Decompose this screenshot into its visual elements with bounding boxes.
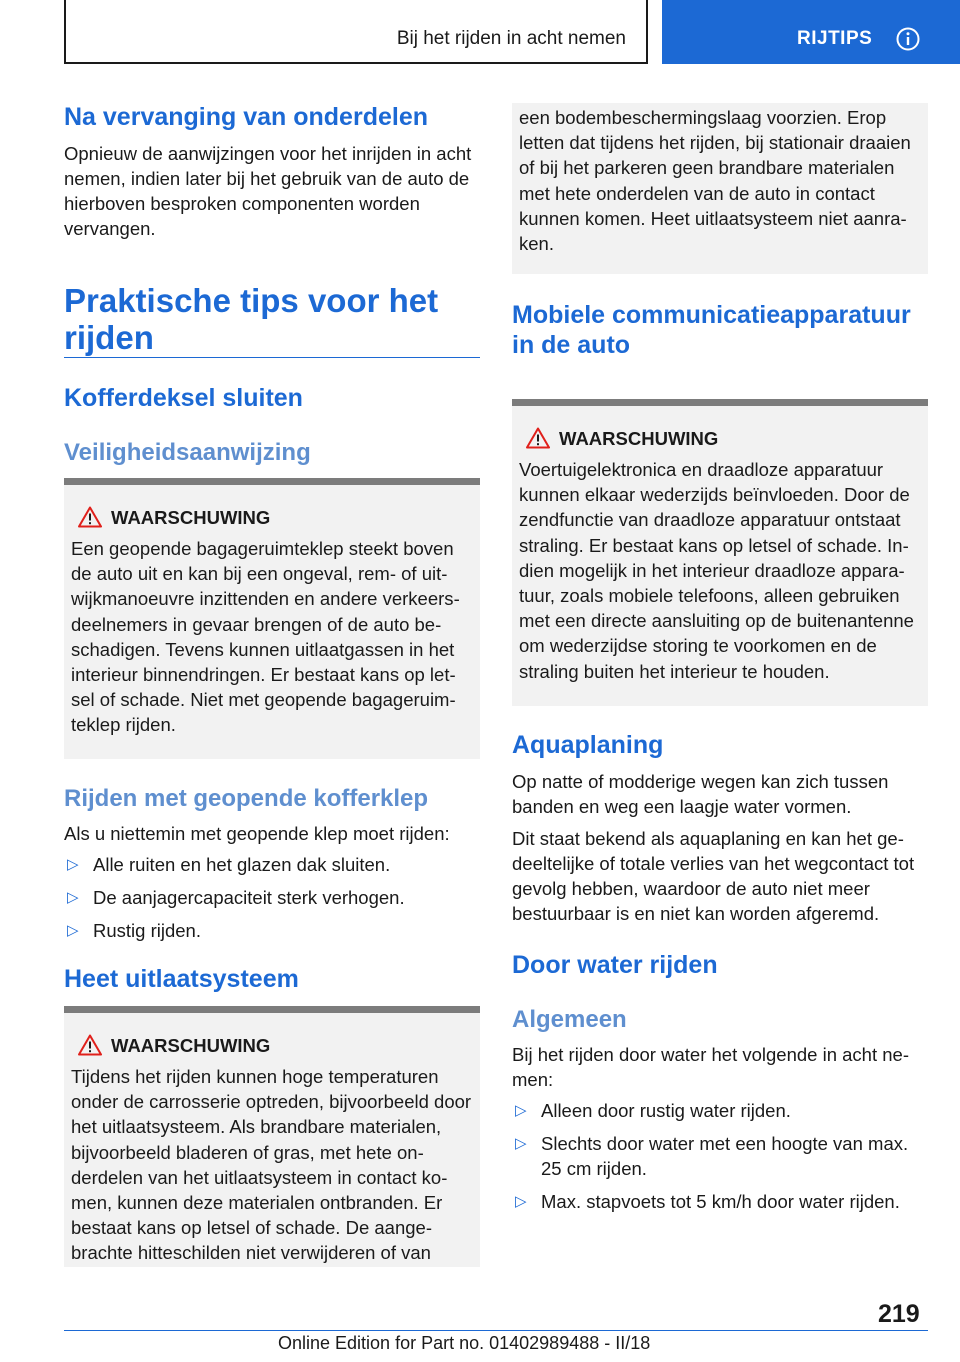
page-title: Praktische tips voor het rijden xyxy=(64,282,439,356)
bullet-triangle-icon: ▷ xyxy=(515,1102,527,1119)
aquaplaning-text-2: Dit staat bekend als aquaplaning en kan het gedeeltelijke of totale verlies van het wegcontact tot gevolg hebben, waardoor de auto niet meer bestuurbaar is en niet kan worden afgeremd. xyxy=(512,828,915,924)
heading-trunk: Kofferdeksel sluiten xyxy=(64,384,303,412)
bullet-triangle-icon: ▷ xyxy=(515,1135,527,1152)
page-number: 219 xyxy=(878,1300,920,1328)
subheading-open-trunk: Rijden met geopende kofferklep xyxy=(64,785,429,812)
warning-box-mobile xyxy=(512,399,928,706)
bullet-triangle-icon: ▷ xyxy=(515,1193,527,1210)
subheading-safety: Veiligheidsaanwijzing xyxy=(64,439,311,466)
open-trunk-list xyxy=(64,852,480,943)
header-tab[interactable] xyxy=(662,0,960,64)
warning-title: WAARSCHUWING xyxy=(111,1035,271,1056)
warning-text: Tijdens het rijden kunnen hoge temperaturen onder de carrosserie optreden, bijvoorbeeld door het uitlaatsysteem. Als brandbare materialen, bijvoorbeeld bladeren of gras, met hete onderdelen van het uitlaatsysteem in contact komen, kunnen deze materialen ontbranden. Er bestaat kans op letsel of schade. De aangebrachte hitteschilden niet verwijderen of van xyxy=(71,1066,472,1264)
warning-text: Voertuigelektronica en draadloze apparatuur kunnen elkaar wederzijds beïnvloeden. Door de zendfunctie van draadloze apparatuur ontstaat straling. Er bestaat kans op letsel of schade. Indien mogelijk in het interieur draadloze apparatuur, zoals mobiele telefoons, alleen gebruiken met een directe aansluiting op de buitenantenne om wederzijdse storing te voorkomen en de straling buiten het interieur te houden. xyxy=(519,459,914,682)
heading-replacement: Na vervanging van onderdelen xyxy=(64,103,428,131)
list-item: ▷ Alle ruiten en het glazen dak sluiten. xyxy=(67,854,391,875)
warning-triangle-icon xyxy=(78,506,102,528)
title-rule xyxy=(64,357,480,358)
info-circle-icon[interactable] xyxy=(896,27,920,51)
section-title: Bij het rijden in acht nemen xyxy=(396,28,626,49)
list-item: ▷ Max. stapvoets tot 5 km/h door water rijden. xyxy=(515,1191,900,1212)
list-item: ▷ Alleen door rustig water rijden. xyxy=(515,1100,791,1121)
heading-exhaust: Heet uitlaatsysteem xyxy=(64,965,299,993)
list-item: ▷ Rustig rijden. xyxy=(67,920,201,941)
aquaplaning-text-1: Op natte of modderige wegen kan zich tussen banden en weg een laagje water vormen. xyxy=(512,771,889,817)
open-trunk-intro: Als u niettemin met geopende klep moet rijden: xyxy=(64,823,450,844)
replacement-text: Opnieuw de aanwijzingen voor het inrijden in acht nemen, indien later bij het gebruik van de auto de hierboven besproken componenten worden vervangen. xyxy=(64,143,472,239)
bullet-triangle-icon: ▷ xyxy=(67,856,79,873)
subheading-general: Algemeen xyxy=(512,1006,627,1033)
tab-label: RIJTIPS xyxy=(797,28,873,49)
heading-aquaplaning: Aquaplaning xyxy=(512,731,664,759)
list-item: ▷ De aanjagercapaciteit sterk verhogen. xyxy=(67,887,405,908)
warning-text: een bodembeschermingslaag voorzien. Erop letten dat tijdens het rijden, bij stationair draaien of bij het parkeren geen brandbare materialen met hete onderdelen van de auto in contact kunnen komen. Heet uitlaatsysteem niet aanraken. xyxy=(519,107,911,255)
warning-box-trunk xyxy=(64,478,480,759)
header-section-box xyxy=(64,0,648,64)
warning-title: WAARSCHUWING xyxy=(559,428,719,449)
footer-rule xyxy=(64,1330,928,1331)
water-intro: Bij het rijden door water het volgende in acht nemen: xyxy=(512,1044,909,1090)
warning-box-exhaust xyxy=(64,1006,480,1267)
warning-triangle-icon xyxy=(526,427,550,449)
warning-triangle-icon xyxy=(78,1034,102,1056)
warning-text: Een geopende bagageruimteklep steekt boven de auto uit en kan bij een ongeval, rem- of uitwijkmanoeuvre inzittenden en andere verkeersdeelnemers in gevaar brengen of de auto beschadigen. Tevens kunnen uitlaatgassen in het interieur binnendringen. Er bestaat kans op letsel of schade. Niet met geopende bagageruimteklep rijden. xyxy=(71,538,460,736)
footer-edition: Online Edition for Part no. 01402989488 - II/18 xyxy=(278,1333,651,1353)
heading-water: Door water rijden xyxy=(512,951,718,979)
bullet-triangle-icon: ▷ xyxy=(67,889,79,906)
warning-title: WAARSCHUWING xyxy=(111,507,271,528)
warning-box-exhaust-continued xyxy=(512,103,928,274)
bullet-triangle-icon: ▷ xyxy=(67,922,79,939)
water-list xyxy=(512,1098,928,1214)
heading-mobile: Mobiele communicatieapparatuur in de auto xyxy=(512,301,911,359)
list-item: ▷ Slechts door water met een hoogte van max. 25 cm rijden. xyxy=(515,1133,909,1179)
